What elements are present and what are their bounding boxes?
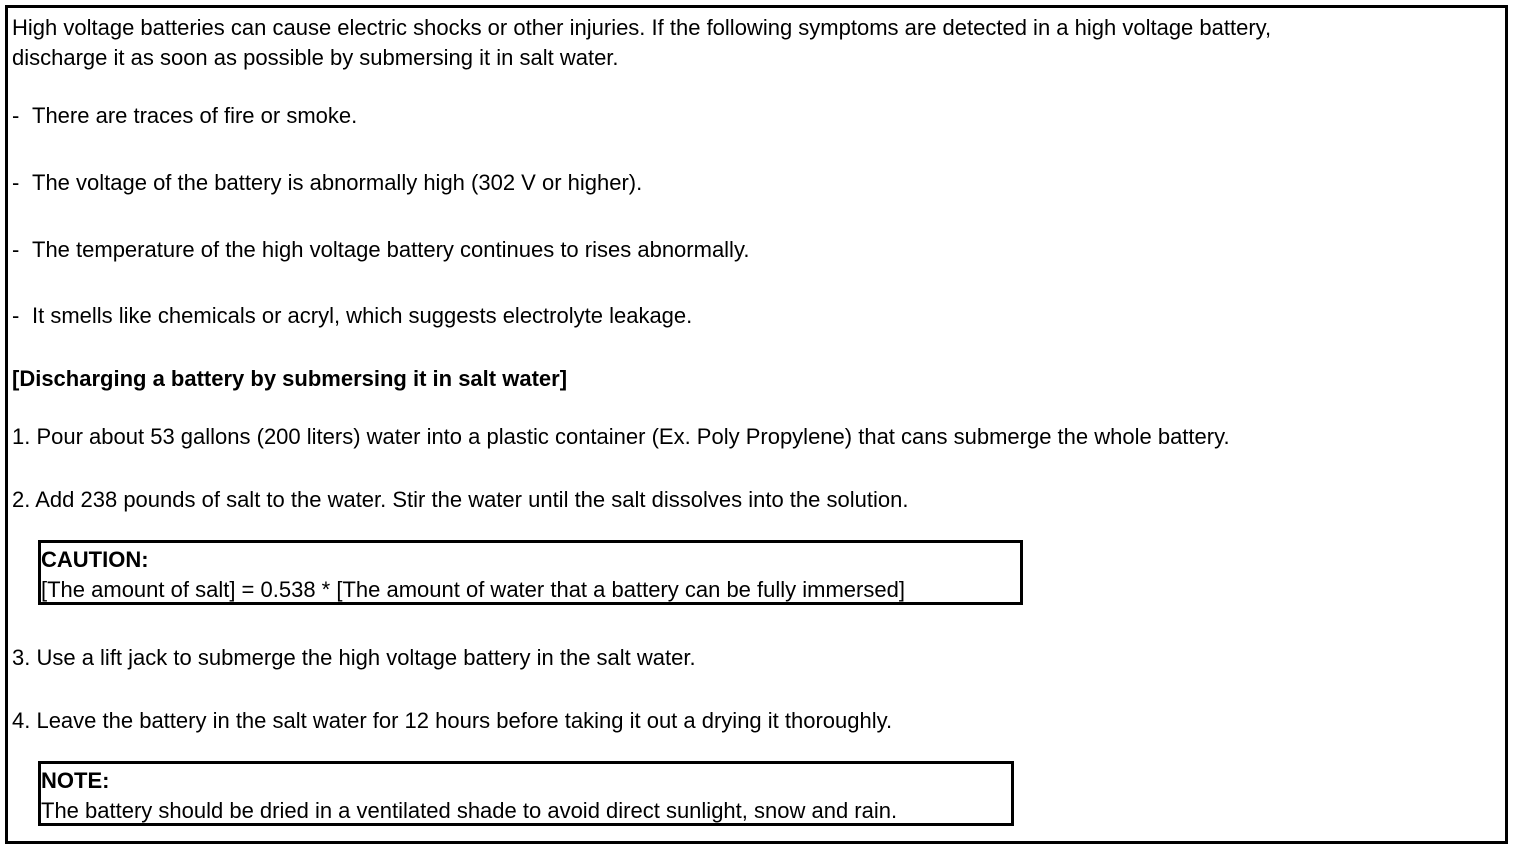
note-box	[38, 761, 1014, 826]
list-dash: -	[12, 303, 20, 328]
symptom-text: There are traces of fire or smoke.	[32, 103, 358, 128]
step-3: 3. Use a lift jack to submerge the high voltage battery in the salt water.	[12, 645, 696, 670]
step-1: 1. Pour about 53 gallons (200 liters) water into a plastic container (Ex. Poly Propylene) that cans submerge the whole battery.	[12, 424, 1230, 449]
step-4: 4. Leave the battery in the salt water for 12 hours before taking it out a drying it thoroughly.	[12, 708, 893, 733]
caution-box	[38, 540, 1023, 605]
intro-line-1: High voltage batteries can cause electric shocks or other injuries. If the following symptoms are detected in a high voltage battery,	[12, 15, 1272, 40]
caution-text: [The amount of salt] = 0.538 * [The amount of water that a battery can be fully immersed]	[41, 577, 905, 602]
note-text: The battery should be dried in a ventilated shade to avoid direct sunlight, snow and rain.	[41, 798, 898, 823]
symptom-text: The voltage of the battery is abnormally high (302 V or higher).	[32, 170, 643, 195]
list-dash: -	[12, 237, 20, 262]
symptom-item	[12, 235, 749, 265]
symptom-text: The temperature of the high voltage battery continues to rises abnormally.	[32, 237, 750, 262]
step-2: 2. Add 238 pounds of salt to the water. Stir the water until the salt dissolves into the solution.	[12, 487, 909, 512]
note-label: NOTE:	[41, 768, 110, 793]
symptom-item	[12, 101, 357, 131]
list-dash: -	[12, 103, 20, 128]
symptom-text: It smells like chemicals or acryl, which suggests electrolyte leakage.	[32, 303, 693, 328]
section-heading: [Discharging a battery by submersing it in salt water]	[12, 366, 568, 391]
symptom-item	[12, 301, 692, 331]
list-dash: -	[12, 170, 20, 195]
intro-line-2: discharge it as soon as possible by submersing it in salt water.	[12, 45, 619, 70]
caution-label: CAUTION:	[41, 547, 149, 572]
symptom-item	[12, 168, 642, 198]
